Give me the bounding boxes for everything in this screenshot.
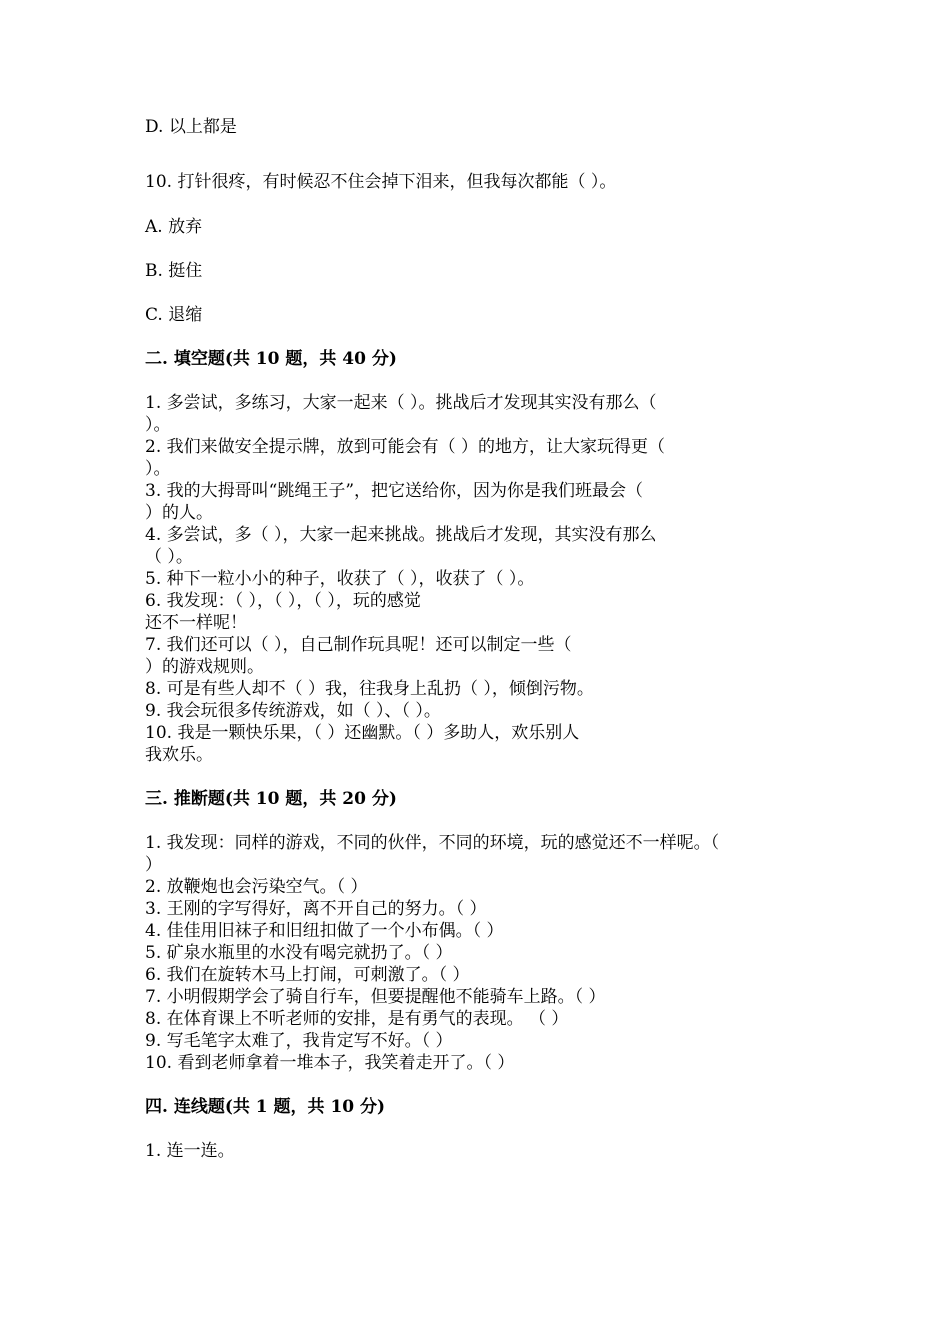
- judgement-line: 5. 矿泉水瓶里的水没有喝完就扔了。（ ）: [145, 943, 453, 963]
- fill-blank-line: ）。: [145, 459, 171, 479]
- fill-blank-line: ）的游戏规则。: [145, 657, 264, 677]
- fill-blank-line: 8. 可是有些人却不（ ）我，往我身上乱扔（ ），倾倒污物。: [145, 679, 594, 699]
- matching-line: 1. 连一连。: [145, 1141, 235, 1161]
- judgement-line: 2. 放鞭炮也会污染空气。（ ）: [145, 877, 368, 897]
- fill-blank-line: 10. 我是一颗快乐果，（ ）还幽默。（ ）多助人，欢乐别人: [145, 723, 580, 743]
- fill-blank-line: 7. 我们还可以（ ），自己制作玩具呢！还可以制定一些（: [145, 635, 572, 655]
- judgement-line: 3. 王刚的字写得好，离不开自己的努力。（ ）: [145, 899, 487, 919]
- judgement-line: 7. 小明假期学会了骑自行车，但要提醒他不能骑车上路。（ ）: [145, 987, 606, 1007]
- fill-blank-line: 1. 多尝试，多练习，大家一起来（ ）。挑战后才发现其实没有那么（: [145, 393, 657, 413]
- question-option: B. 挺住: [145, 261, 203, 281]
- judgement-line: ）: [145, 855, 162, 875]
- question-option: C. 退缩: [145, 305, 203, 325]
- judgement-line: 6. 我们在旋转木马上打闹，可刺激了。（ ）: [145, 965, 470, 985]
- section-heading: 二. 填空题(共 10 题，共 40 分): [145, 349, 397, 369]
- fill-blank-line: （ ）。: [145, 547, 193, 567]
- fill-blank-line: 4. 多尝试，多（ ），大家一起来挑战。挑战后才发现，其实没有那么: [145, 525, 657, 545]
- fill-blank-line: ）。: [145, 415, 171, 435]
- fill-blank-line: 还不一样呢！: [145, 613, 247, 633]
- question-stem: 10. 打针很疼，有时候忍不住会掉下泪来，但我每次都能（ ）。: [145, 172, 617, 192]
- fill-blank-line: ）的人。: [145, 503, 213, 523]
- section-heading: 三. 推断题(共 10 题，共 20 分): [145, 789, 397, 809]
- fill-blank-line: 3. 我的大拇哥叫“跳绳王子”，把它送给你，因为你是我们班最会（: [145, 481, 644, 501]
- fill-blank-line: 9. 我会玩很多传统游戏，如（ ）、（ ）。: [145, 701, 441, 721]
- fill-blank-line: 我欢乐。: [145, 745, 213, 765]
- judgement-line: 9. 写毛笔字太难了，我肯定写不好。（ ）: [145, 1031, 453, 1051]
- fill-blank-line: 2. 我们来做安全提示牌，放到可能会有（ ）的地方，让大家玩得更（: [145, 437, 666, 457]
- fill-blank-line: 5. 种下一粒小小的种子，收获了（ ），收获了（ ）。: [145, 569, 535, 589]
- section-heading: 四. 连线题(共 1 题，共 10 分): [145, 1097, 386, 1117]
- judgement-line: 1. 我发现：同样的游戏，不同的伙伴，不同的环境，玩的感觉还不一样呢。（: [145, 833, 720, 853]
- question-option: A. 放弃: [145, 217, 203, 237]
- judgement-line: 8. 在体育课上不听老师的安排，是有勇气的表现。 （ ）: [145, 1009, 569, 1029]
- question-option: D. 以上都是: [145, 117, 237, 137]
- fill-blank-line: 6. 我发现：（ ），（ ），（ ），玩的感觉: [145, 591, 421, 611]
- judgement-line: 4. 佳佳用旧袜子和旧纽扣做了一个小布偶。（ ）: [145, 921, 504, 941]
- judgement-line: 10. 看到老师拿着一堆本子，我笑着走开了。（ ）: [145, 1053, 515, 1073]
